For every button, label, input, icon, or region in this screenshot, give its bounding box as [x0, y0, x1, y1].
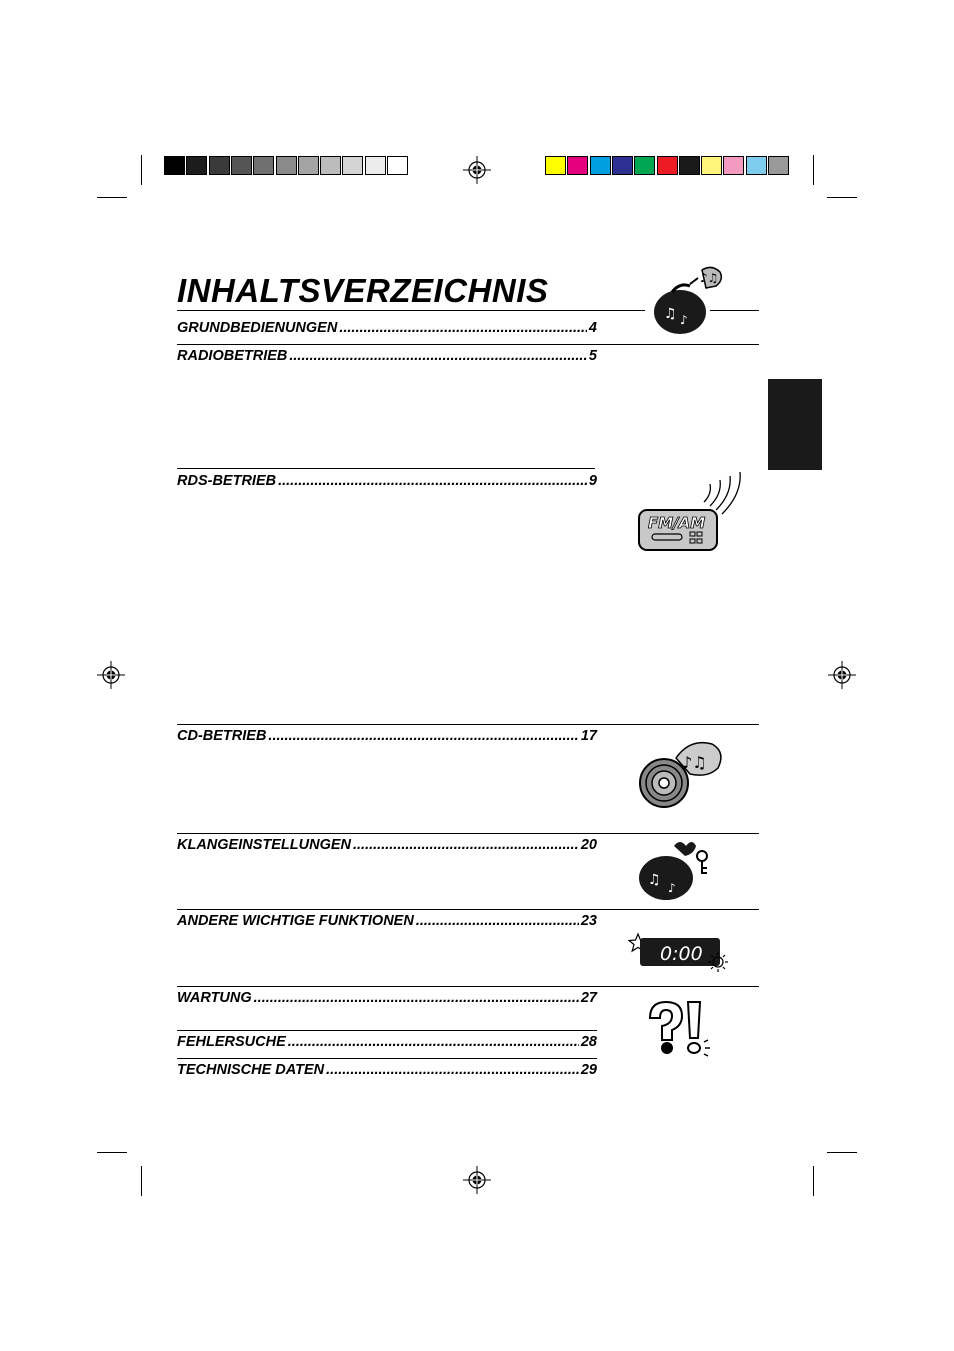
toc-entry[interactable]	[177, 320, 597, 336]
color-swatch	[701, 156, 722, 175]
crop-mark	[813, 1166, 814, 1196]
color-swatch	[590, 156, 611, 175]
color-swatch	[679, 156, 700, 175]
toc-page: 4	[588, 320, 597, 336]
page-title: INHALTSVERZEICHNIS	[177, 272, 549, 309]
color-swatch	[164, 156, 185, 175]
toc-page: 29	[580, 1062, 597, 1078]
svg-text:♫: ♫	[648, 872, 661, 888]
registration-mark-icon	[828, 661, 856, 689]
color-swatch	[365, 156, 386, 175]
music-bag-key-icon	[636, 840, 716, 905]
question-exclamation-icon	[640, 998, 720, 1058]
divider	[177, 986, 759, 987]
svg-text:♪: ♪	[680, 313, 688, 327]
divider	[177, 909, 759, 910]
color-swatch	[746, 156, 767, 175]
toc-entry[interactable]	[177, 837, 597, 853]
toc-entry[interactable]	[177, 473, 597, 489]
divider	[177, 468, 595, 469]
toc-entry[interactable]	[177, 990, 597, 1006]
color-swatch	[387, 156, 408, 175]
color-swatch	[723, 156, 744, 175]
fm-am-radio-icon	[636, 470, 741, 555]
color-swatch	[634, 156, 655, 175]
toc-label: ANDERE WICHTIGE FUNKTIONEN	[177, 913, 414, 929]
toc-page: 23	[580, 913, 597, 929]
divider	[177, 1030, 597, 1031]
svg-text:♪: ♪	[668, 881, 676, 895]
color-swatch	[567, 156, 588, 175]
color-swatch	[298, 156, 319, 175]
color-swatch	[768, 156, 789, 175]
toc-page: 20	[580, 837, 597, 853]
color-swatch	[209, 156, 230, 175]
crop-mark	[141, 1166, 142, 1196]
clock-display-icon	[628, 930, 733, 975]
color-swatch	[545, 156, 566, 175]
section-tab	[768, 379, 822, 470]
toc-label: GRUNDBEDIENUNGEN	[177, 320, 338, 336]
registration-mark-icon	[463, 1166, 491, 1194]
toc-label: FEHLERSUCHE	[177, 1034, 286, 1050]
toc-page: 28	[580, 1034, 597, 1050]
toc-entry[interactable]	[177, 728, 597, 744]
fm-am-label: FM/AM	[648, 514, 706, 532]
color-swatch	[231, 156, 252, 175]
toc-page: 17	[580, 728, 597, 744]
crop-mark	[97, 1152, 127, 1153]
toc-label: TECHNISCHE DATEN	[177, 1062, 325, 1078]
color-swatch	[276, 156, 297, 175]
divider	[177, 344, 759, 345]
toc-page: 5	[588, 348, 597, 364]
registration-mark-icon	[97, 661, 125, 689]
registration-mark-icon	[463, 156, 491, 184]
svg-text:♪♫: ♪♫	[700, 271, 719, 285]
toc-entry[interactable]	[177, 1034, 597, 1050]
color-swatch	[612, 156, 633, 175]
crop-mark	[813, 155, 814, 185]
divider	[177, 833, 759, 834]
toc-entry[interactable]	[177, 348, 597, 364]
toc-label: RDS-BETRIEB	[177, 473, 277, 489]
color-swatch	[320, 156, 341, 175]
svg-text:♪♫: ♪♫	[682, 753, 707, 772]
music-bag-icon	[650, 262, 730, 337]
toc-entry[interactable]	[177, 1062, 597, 1078]
svg-text:♫: ♫	[664, 306, 677, 322]
toc-page: 9	[588, 473, 597, 489]
toc-label: CD-BETRIEB	[177, 728, 267, 744]
crop-mark	[141, 155, 142, 185]
color-swatch	[253, 156, 274, 175]
clock-readout: 0:00	[660, 943, 703, 965]
toc-page: 27	[580, 990, 597, 1006]
color-swatch	[657, 156, 678, 175]
divider	[177, 724, 759, 725]
divider	[177, 1058, 597, 1059]
cd-disc-icon	[636, 738, 731, 813]
crop-mark	[827, 197, 857, 198]
crop-mark	[97, 197, 127, 198]
toc-label: KLANGEINSTELLUNGEN	[177, 837, 351, 853]
toc-label: WARTUNG	[177, 990, 252, 1006]
toc-entry[interactable]	[177, 913, 597, 929]
color-swatch	[342, 156, 363, 175]
color-swatch	[186, 156, 207, 175]
title-rule	[177, 310, 645, 311]
toc-label: RADIOBETRIEB	[177, 348, 288, 364]
crop-mark	[827, 1152, 857, 1153]
